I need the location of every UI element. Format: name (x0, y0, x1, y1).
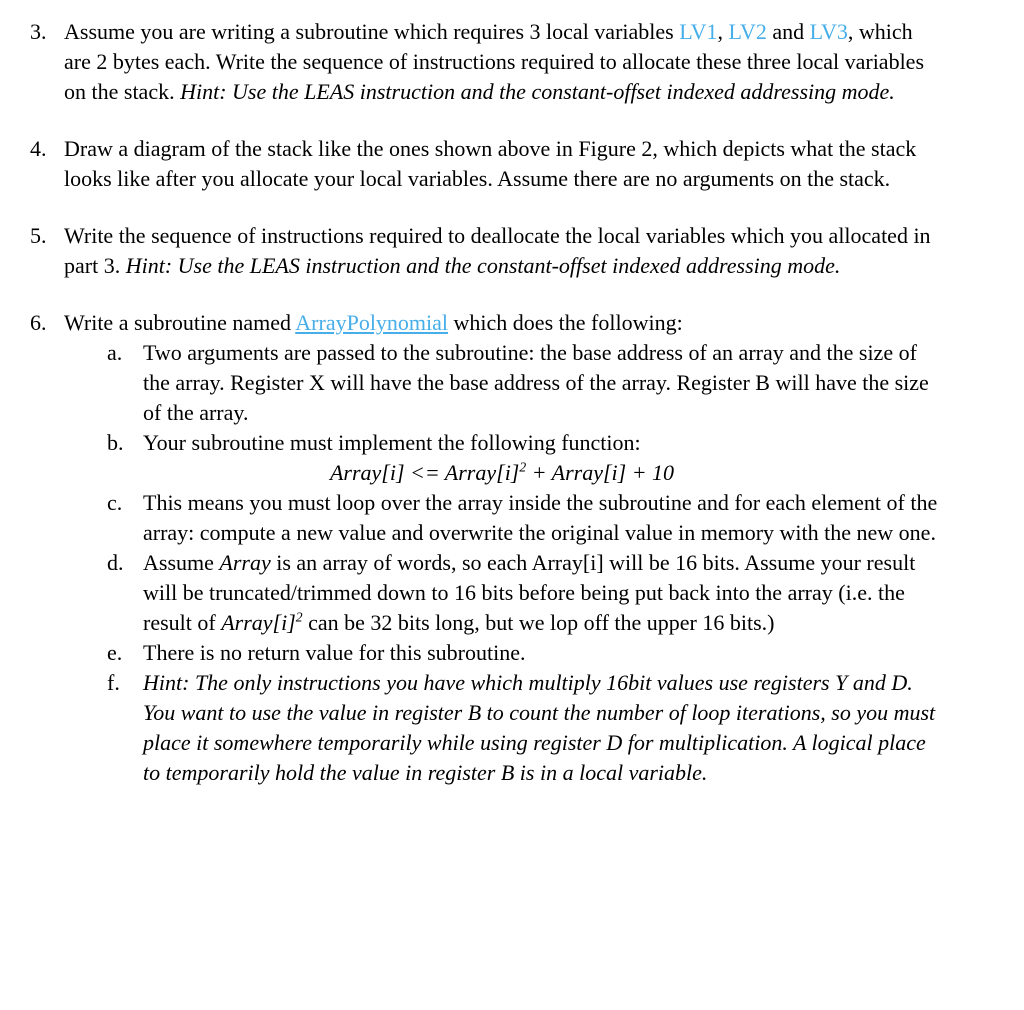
question-5-text (64, 221, 940, 281)
text-run: Array[i] <= Array[i] (329, 460, 520, 485)
text-run: Array[i] (221, 610, 296, 635)
question-6 (30, 308, 940, 788)
text-run: LV2 (728, 19, 767, 44)
question-6-text (64, 308, 940, 338)
text-run: This means you must loop over the array inside the subroutine and for each element of the array: compute a new value and overwrite the original value in memory with the new one. (143, 490, 938, 545)
text-run: which does the following: (448, 310, 683, 335)
question-6-sub-d (107, 548, 940, 638)
sub-a-letter: a. (107, 340, 123, 365)
text-run: Draw a diagram of the stack like the ones shown above in Figure 2, which depicts what the stack looks like after you allocate your local variables. Assume there are no arguments on the stack. (64, 136, 917, 191)
sub-d-letter: d. (107, 550, 124, 575)
text-run: Assume (143, 550, 220, 575)
question-6-sub-e (107, 638, 940, 668)
question-3-number: 3. (30, 19, 47, 44)
question-3 (30, 17, 940, 107)
question-5-number: 5. (30, 223, 47, 248)
text-run: , which are 2 bytes each. Write the sequence of instructions required to allocate these three local variables on the stack. (64, 19, 925, 104)
question-4-number: 4. (30, 136, 47, 161)
sub-e-body (143, 638, 940, 668)
text-run: 2 (295, 609, 303, 625)
question-6-number: 6. (30, 310, 47, 335)
question-3-text (64, 17, 940, 107)
sub-a-text (143, 338, 940, 428)
text-run: and (766, 19, 810, 44)
question-6-body (64, 308, 940, 788)
text-run: 2 (519, 459, 527, 475)
sub-c-text (143, 488, 940, 548)
text-run: Write a subroutine named (64, 310, 296, 335)
sub-f-body (143, 668, 940, 788)
text-run: Write the sequence of instructions required to deallocate the local variables which you allocated in part 3. (64, 223, 931, 278)
sub-f-letter: f. (107, 670, 120, 695)
sub-d-body (143, 548, 940, 638)
question-6-sub-c (107, 488, 940, 548)
text-run: Hint: Use the LEAS instruction and the constant-offset indexed addressing mode. (125, 253, 841, 278)
question-6-sub-f (107, 668, 940, 788)
sub-d-text (143, 548, 940, 638)
text-run: There is no return value for this subroutine. (143, 640, 526, 665)
question-4 (30, 134, 940, 194)
question-6-sub-a (107, 338, 940, 428)
text-run: LV1 (679, 19, 718, 44)
text-run: can be 32 bits long, but we lop off the upper 16 bits.) (302, 610, 775, 635)
polynomial-formula (64, 458, 940, 488)
text-run: Hint: The only instructions you have which multiply 16bit values use registers Y and D. You want to use the value in register B to count the number of loop iterations, so you must place it somewhere temporarily while using register D for multiplication. A logical place to temporarily hold the value in register B is in a local variable. (143, 670, 936, 785)
text-run: , (717, 19, 729, 44)
sub-c-letter: c. (107, 490, 123, 515)
question-5 (30, 221, 940, 281)
sub-f-text (143, 668, 940, 788)
sub-e-letter: e. (107, 640, 123, 665)
text-run: Your subroutine must implement the following function: (143, 430, 641, 455)
text-run: Two arguments are passed to the subroutine: the base address of an array and the size of the array. Register X will have the base address of the array. Register B will have the size of the array. (143, 340, 929, 425)
text-run: Array (219, 550, 271, 575)
question-5-body (64, 221, 940, 281)
link-text[interactable]: ArrayPolynomial (295, 310, 449, 335)
text-run: is an array of words, so each Array[i] will be 16 bits. Assume your result will be truncated/trimmed down to 16 bits before being put back into the array (i.e. the result of (143, 550, 916, 635)
sub-b-body (143, 428, 940, 488)
question-6-sub-b (107, 428, 940, 488)
text-run: Assume you are writing a subroutine which requires 3 local variables (64, 19, 680, 44)
question-4-body (64, 134, 940, 194)
sub-b-letter: b. (107, 430, 124, 455)
question-3-body (64, 17, 940, 107)
text-run: LV3 (809, 19, 848, 44)
question-4-text (64, 134, 940, 194)
text-run: Hint: Use the LEAS instruction and the constant-offset indexed addressing mode. (180, 79, 895, 104)
sub-e-text (143, 638, 940, 668)
sub-a-body (143, 338, 940, 428)
sub-b-text (143, 428, 940, 458)
text-run: + Array[i] + 10 (526, 460, 675, 485)
sub-c-body (143, 488, 940, 548)
